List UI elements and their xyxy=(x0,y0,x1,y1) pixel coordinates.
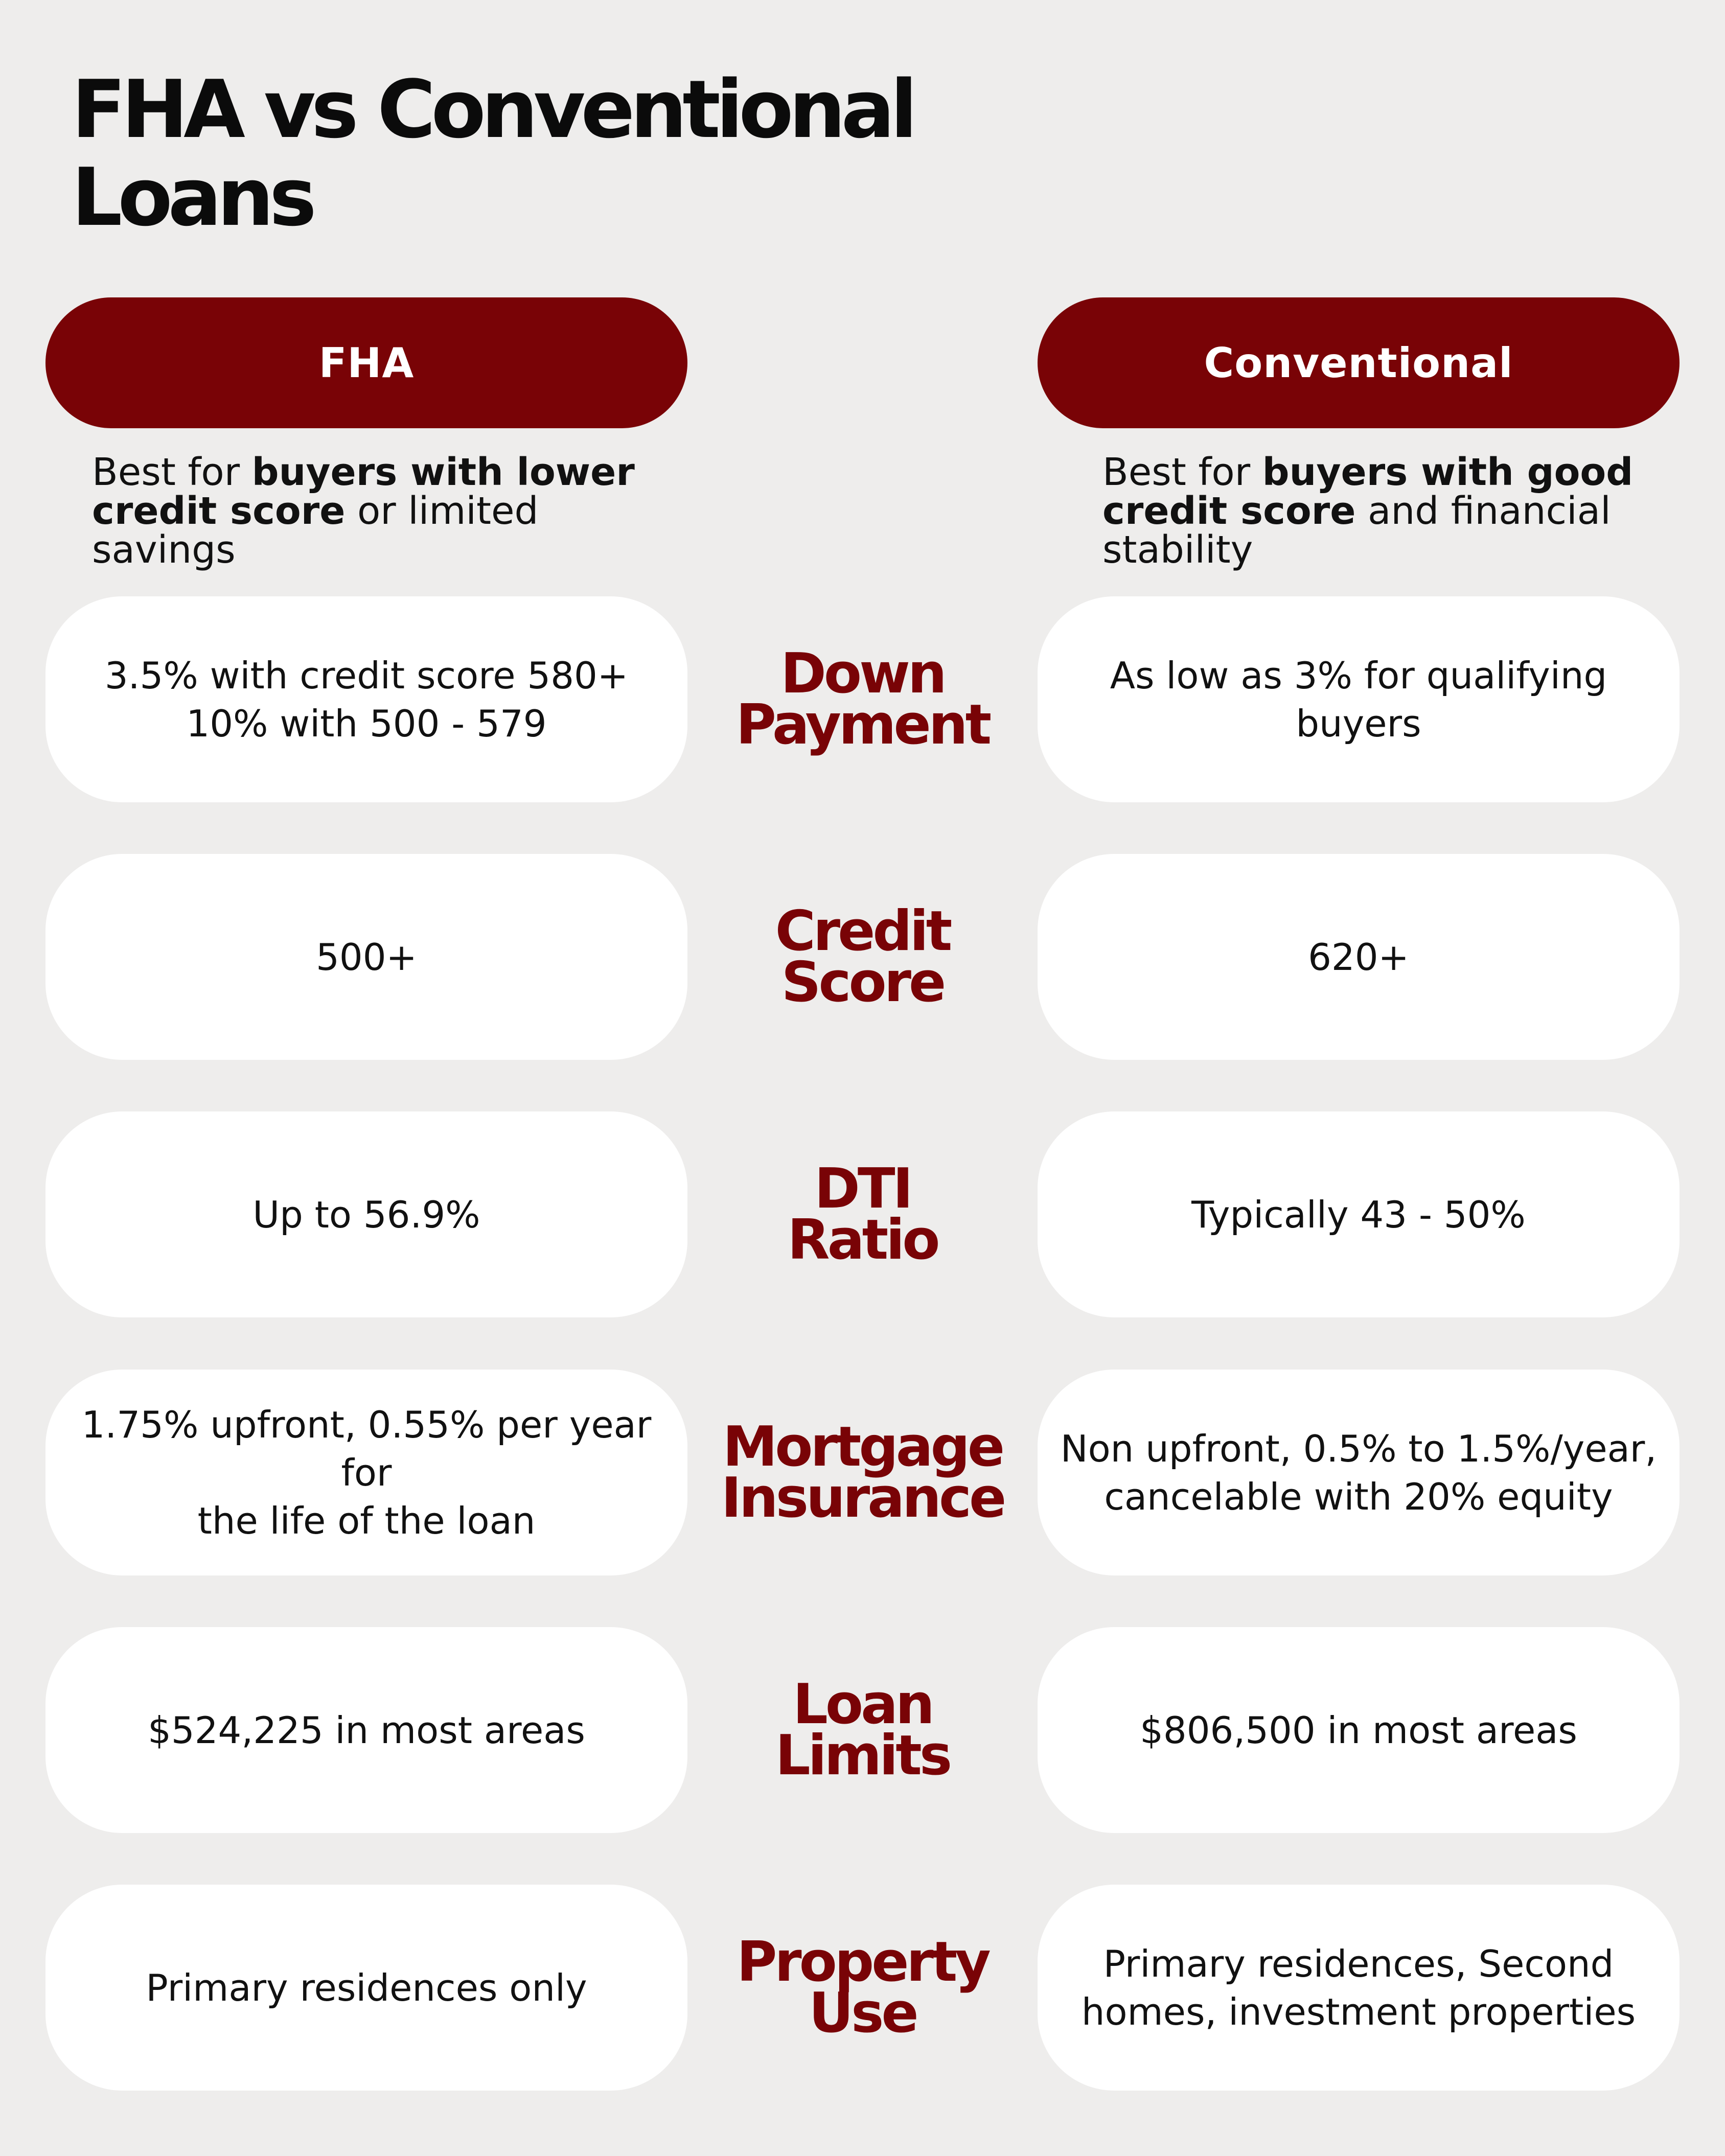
down-payment-fha-value: 3.5% with credit score 580+ 10% with 500 - 579 xyxy=(104,654,629,745)
down-payment-fha-card xyxy=(45,596,687,802)
property-use-conventional-card xyxy=(1038,1885,1680,2091)
credit-score-fha-card xyxy=(45,854,687,1060)
down-payment-label: Down Payment xyxy=(735,641,990,757)
loan-limits-label: Loan Limits xyxy=(775,1672,950,1788)
property-use-label: Property Use xyxy=(737,1930,988,2045)
dti-ratio-fha-card xyxy=(45,1111,687,1317)
mortgage-insurance-conventional-value: Non upfront, 0.5% to 1.5%/year, cancelable with 20% equity xyxy=(1060,1427,1657,1518)
loan-limits-fha-value: $524,225 in most areas xyxy=(148,1708,585,1752)
loan-limits-conventional-card xyxy=(1038,1627,1680,1833)
page-title-line-1: FHA vs Conventional xyxy=(72,63,913,156)
loan-limits-fha-card xyxy=(45,1627,687,1833)
property-use-fha-card xyxy=(45,1885,687,2091)
conventional-description-prefix: Best for xyxy=(1102,450,1262,494)
mortgage-insurance-conventional-card xyxy=(1038,1370,1680,1575)
credit-score-conventional-card xyxy=(1038,854,1680,1060)
fha-column-header: FHA xyxy=(45,297,687,428)
dti-ratio-conventional-card xyxy=(1038,1111,1680,1317)
dti-ratio-fha-value: Up to 56.9% xyxy=(252,1193,480,1236)
credit-score-conventional-value: 620+ xyxy=(1308,935,1409,979)
conventional-description xyxy=(1102,450,1665,572)
conventional-column-header: Conventional xyxy=(1038,297,1680,428)
mortgage-insurance-label: Mortgage Insurance xyxy=(721,1415,1004,1530)
dti-ratio-conventional-value: Typically 43 - 50% xyxy=(1191,1193,1526,1236)
property-use-conventional-value: Primary residences, Second homes, investment properties xyxy=(1081,1942,1636,2033)
fha-description-prefix: Best for xyxy=(92,450,252,494)
fha-description-emphasis: buyers with lower credit score xyxy=(92,450,635,533)
credit-score-label: Credit Score xyxy=(775,899,950,1014)
down-payment-conventional-value: As low as 3% for qualifying buyers xyxy=(1110,654,1607,745)
credit-score-fha-value: 500+ xyxy=(316,935,417,979)
mortgage-insurance-fha-card xyxy=(45,1370,687,1575)
loan-limits-conventional-value: $806,500 in most areas xyxy=(1140,1708,1577,1752)
down-payment-conventional-card xyxy=(1038,596,1680,802)
page-title xyxy=(72,63,913,244)
page-title-line-2: Loans xyxy=(72,151,312,244)
conventional-description-emphasis: buyers with good credit score xyxy=(1102,450,1634,533)
fha-description xyxy=(92,450,654,572)
conventional-description-suffix: and financial stability xyxy=(1102,489,1611,572)
property-use-fha-value: Primary residences only xyxy=(146,1966,587,2009)
mortgage-insurance-fha-value: 1.75% upfront, 0.55% per year for the life of the loan xyxy=(81,1403,652,1542)
fha-description-suffix: or limited savings xyxy=(92,489,539,572)
dti-ratio-label: DTI Ratio xyxy=(787,1156,938,1272)
